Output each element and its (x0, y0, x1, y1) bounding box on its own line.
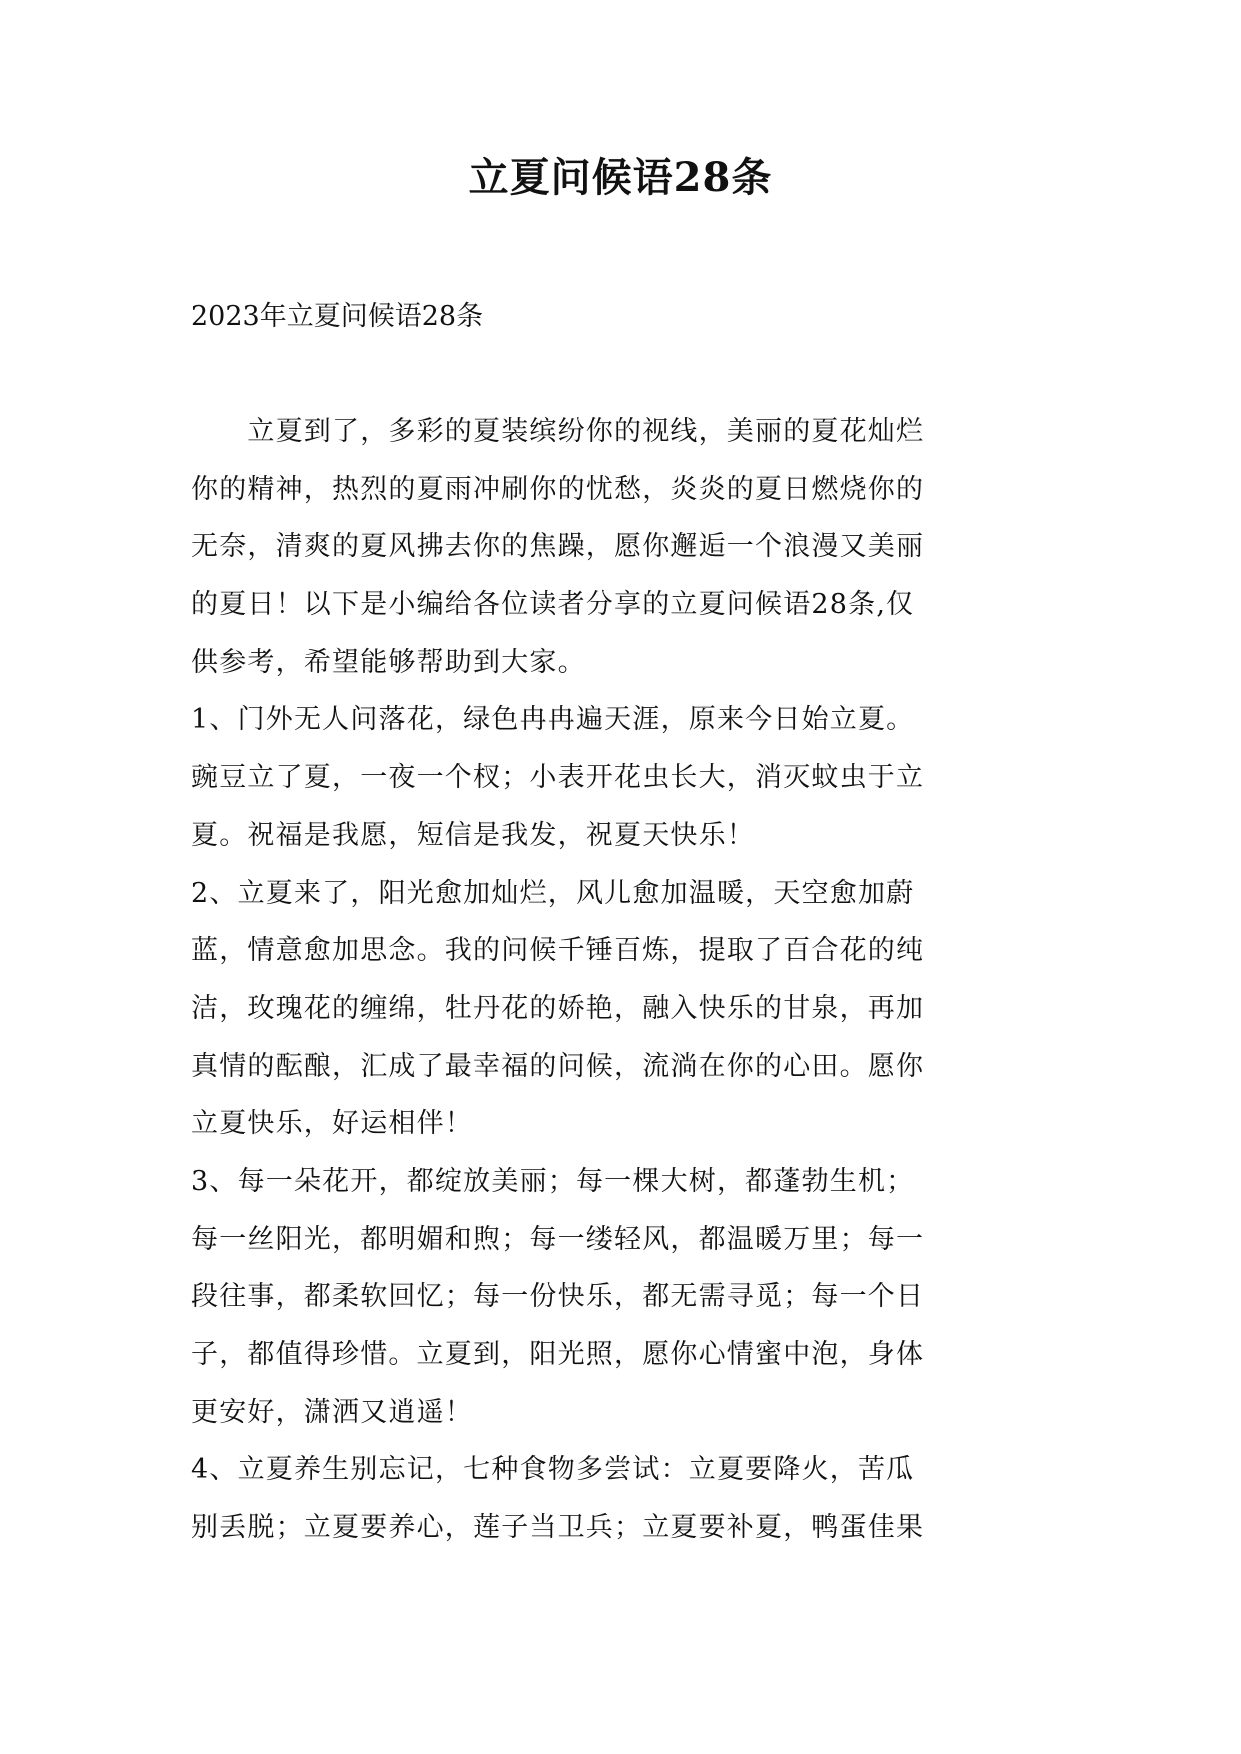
body-line: 的夏日！以下是小编给各位读者分享的立夏问候语28条,仅 (191, 589, 915, 621)
document-title: 立夏问候语28条 (468, 154, 773, 201)
body-line: 立夏到了，多彩的夏装缤纷你的视线，美丽的夏花灿烂 (191, 416, 925, 447)
body-line: 真情的酝酿，汇成了最幸福的问候，流淌在你的心田。愿你 (191, 1050, 925, 1082)
body-line: 3、每一朵花开，都绽放美丽；每一棵大树，都蓬勃生机； (191, 1165, 915, 1197)
body-line: 立夏快乐，好运相伴！ (191, 1108, 473, 1140)
body-line: 子，都值得珍惜。立夏到，阳光照，愿你心情蜜中泡，身体 (191, 1339, 925, 1370)
body-line: 豌豆立了夏，一夜一个杈；小表开花虫长大，消灭蚊虫于立 (191, 762, 925, 794)
body-line: 更安好，潇洒又逍遥！ (191, 1396, 473, 1428)
document-subtitle: 2023年立夏问候语28条 (191, 301, 484, 332)
body-line: 供参考，希望能够帮助到大家。 (191, 646, 586, 678)
body-line: 夏。祝福是我愿，短信是我发，祝夏天快乐！ (191, 819, 755, 851)
document-body (191, 412, 1047, 1566)
body-line: 2、立夏来了，阳光愈加灿烂，风儿愈加温暖，天空愈加蔚 (191, 877, 915, 909)
body-line: 洁，玫瑰花的缠绵，牡丹花的娇艳，融入快乐的甘泉，再加 (191, 992, 925, 1024)
body-line: 1、门外无人问落花，绿色冉冉遍天涯，原来今日始立夏。 (191, 704, 915, 736)
body-line: 段往事，都柔软回忆；每一份快乐，都无需寻觅；每一个日 (191, 1281, 925, 1313)
body-line: 每一丝阳光，都明媚和煦；每一缕轻风，都温暖万里；每一 (191, 1223, 925, 1255)
body-line: 蓝，情意愈加思念。我的问候千锤百炼，提取了百合花的纯 (191, 935, 925, 967)
body-line: 你的精神，热烈的夏雨冲刷你的忧愁，炎炎的夏日燃烧你的 (191, 473, 925, 505)
body-line: 4、立夏养生别忘记，七种食物多尝试：立夏要降火，苦瓜 (191, 1454, 915, 1486)
body-line: 无奈，清爽的夏风拂去你的焦躁，愿你邂逅一个浪漫又美丽 (191, 531, 925, 563)
body-line: 别丢脱；立夏要养心，莲子当卫兵；立夏要补夏，鸭蛋佳果 (191, 1512, 925, 1544)
